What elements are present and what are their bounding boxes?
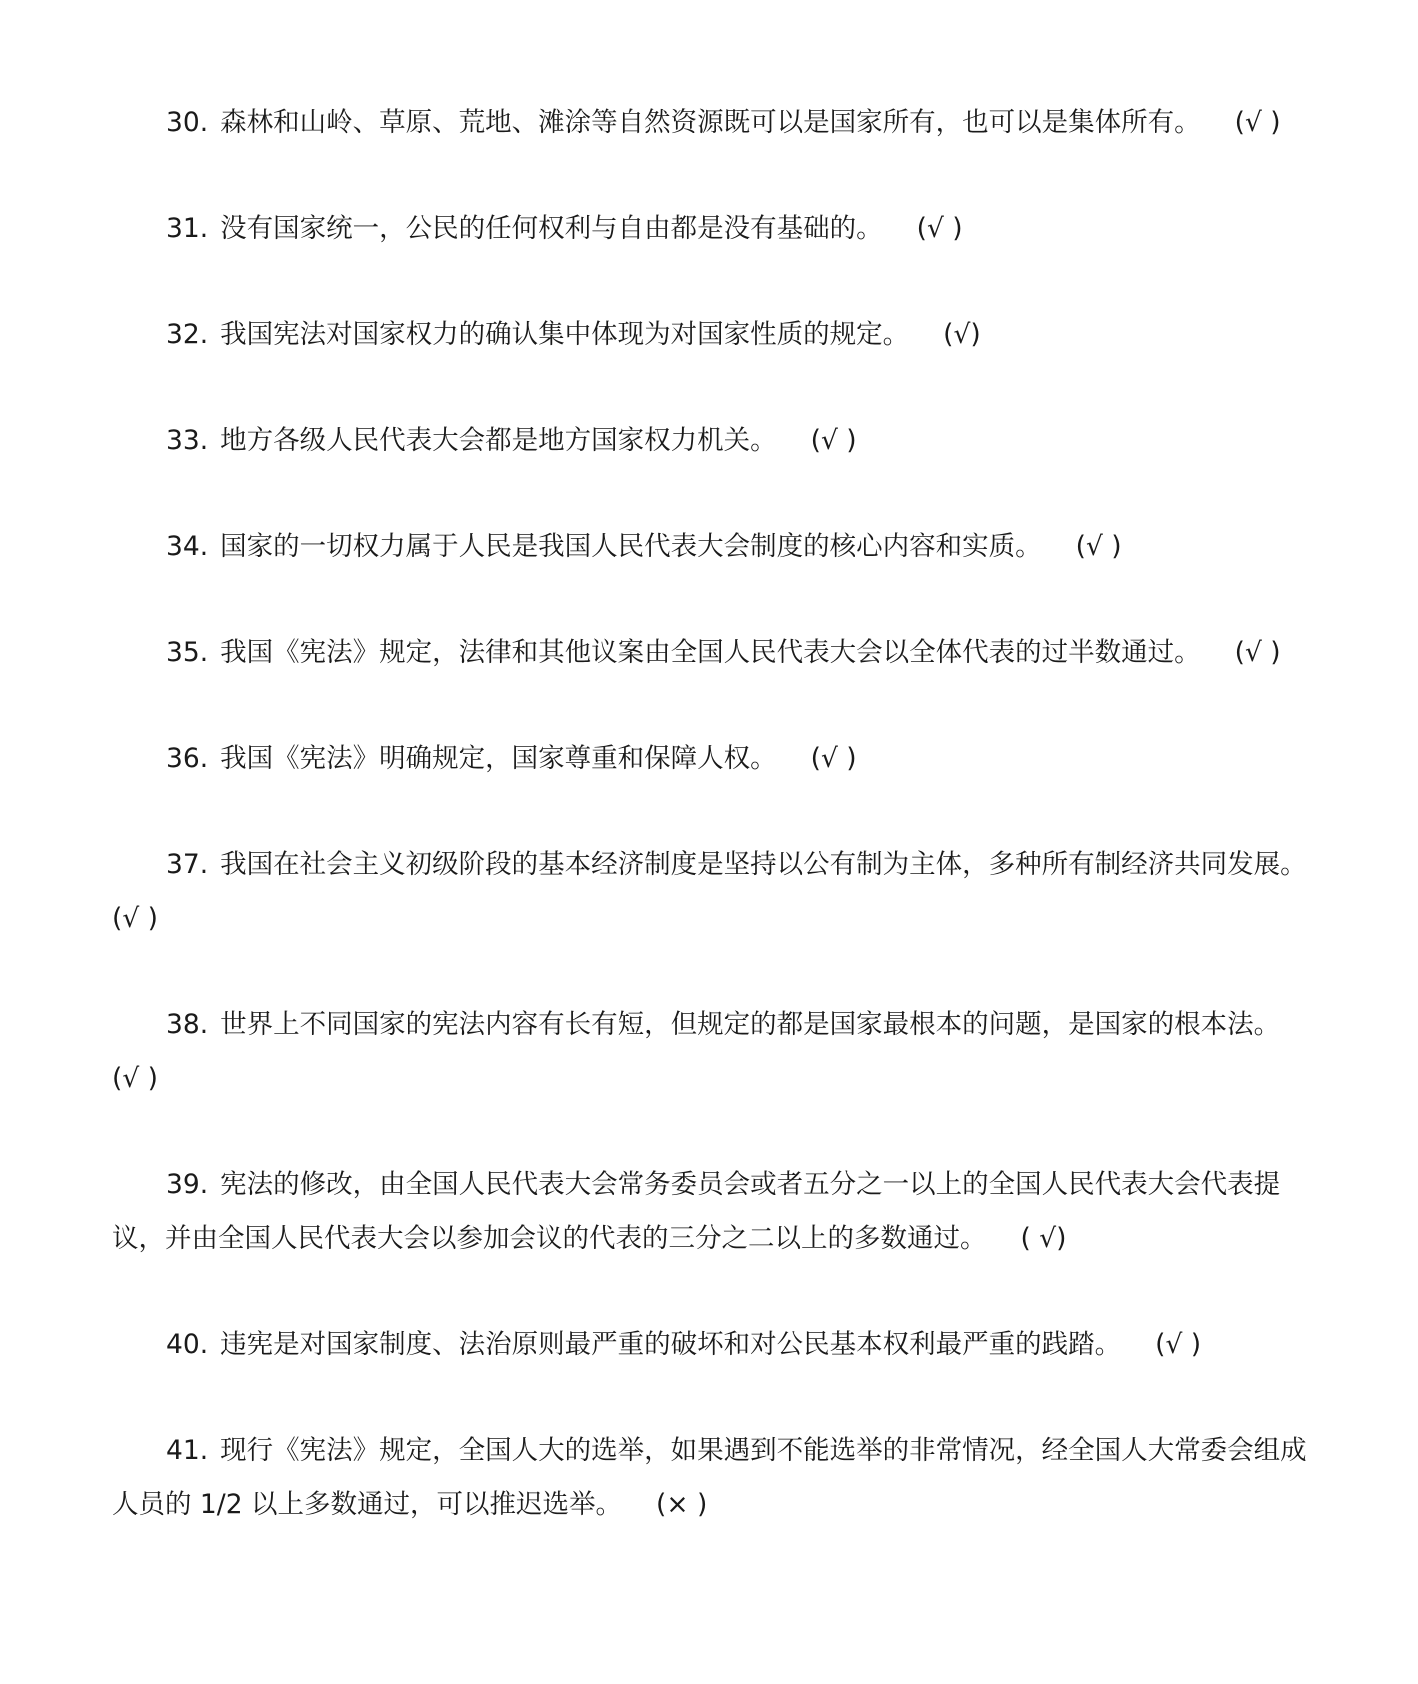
document-page (112, 96, 1308, 1532)
question-number: 32. (166, 319, 209, 350)
question-40 (112, 1318, 1308, 1372)
question-text: 世界上不同国家的宪法内容有长有短，但规定的都是国家最根本的问题，是国家的根本法。 (220, 1009, 1281, 1040)
answer-mark: (√) (943, 319, 981, 350)
question-31 (112, 202, 1308, 256)
question-text: 没有国家统一，公民的任何权利与自由都是没有基础的。 (220, 213, 883, 244)
question-text: 国家的一切权力属于人民是我国人民代表大会制度的核心内容和实质。 (220, 531, 1042, 562)
answer-mark: (√ ) (1234, 107, 1281, 138)
question-number: 36. (166, 743, 209, 774)
question-text: 我国《宪法》规定，法律和其他议案由全国人民代表大会以全体代表的过半数通过。 (220, 637, 1201, 668)
answer-mark: (√ ) (1234, 637, 1281, 668)
question-number: 38. (166, 1009, 209, 1040)
question-text: 地方各级人民代表大会都是地方国家权力机关。 (220, 425, 777, 456)
answer-mark: (√ ) (112, 1063, 158, 1094)
question-number: 34. (166, 531, 209, 562)
question-number: 30. (166, 107, 209, 138)
question-35 (112, 626, 1308, 680)
question-number: 41. (166, 1435, 209, 1466)
question-text: 我国宪法对国家权力的确认集中体现为对国家性质的规定。 (220, 319, 910, 350)
answer-mark: (√ ) (916, 213, 963, 244)
question-39 (112, 1158, 1308, 1266)
question-text: 我国在社会主义初级阶段的基本经济制度是坚持以公有制为主体，多种所有制经济共同发展。 (220, 849, 1307, 880)
question-text: 森林和山岭、草原、荒地、滩涂等自然资源既可以是国家所有，也可以是集体所有。 (220, 107, 1201, 138)
answer-mark: (× ) (656, 1489, 708, 1520)
question-number: 40. (166, 1329, 209, 1360)
question-33 (112, 414, 1308, 468)
answer-mark: (√ ) (810, 425, 857, 456)
question-32 (112, 308, 1308, 362)
question-37 (112, 838, 1308, 946)
answer-mark: (√ ) (1075, 531, 1122, 562)
answer-mark: (√ ) (1155, 1329, 1202, 1360)
answer-mark: ( √) (1020, 1223, 1067, 1254)
answer-mark: (√ ) (810, 743, 857, 774)
question-number: 35. (166, 637, 209, 668)
question-text: 宪法的修改，由全国人民代表大会常务委员会或者五分之一以上的全国人民代表大会代表提议，并由全国人民代表大会以参加会议的代表的三分之二以上的多数通过。 (112, 1169, 1281, 1254)
question-30 (112, 96, 1308, 150)
question-38 (112, 998, 1308, 1106)
question-34 (112, 520, 1308, 574)
answer-mark: (√ ) (112, 903, 158, 934)
question-text: 违宪是对国家制度、法治原则最严重的破坏和对公民基本权利最严重的践踏。 (220, 1329, 1122, 1360)
question-number: 33. (166, 425, 209, 456)
question-text: 现行《宪法》规定，全国人大的选举，如果遇到不能选举的非常情况，经全国人大常委会组成人员的 1/2 以上多数通过，可以推迟选举。 (112, 1435, 1307, 1520)
question-number: 39. (166, 1169, 209, 1200)
question-number: 31. (166, 213, 209, 244)
question-number: 37. (166, 849, 209, 880)
question-36 (112, 732, 1308, 786)
question-text: 我国《宪法》明确规定，国家尊重和保障人权。 (220, 743, 777, 774)
question-41 (112, 1424, 1308, 1532)
